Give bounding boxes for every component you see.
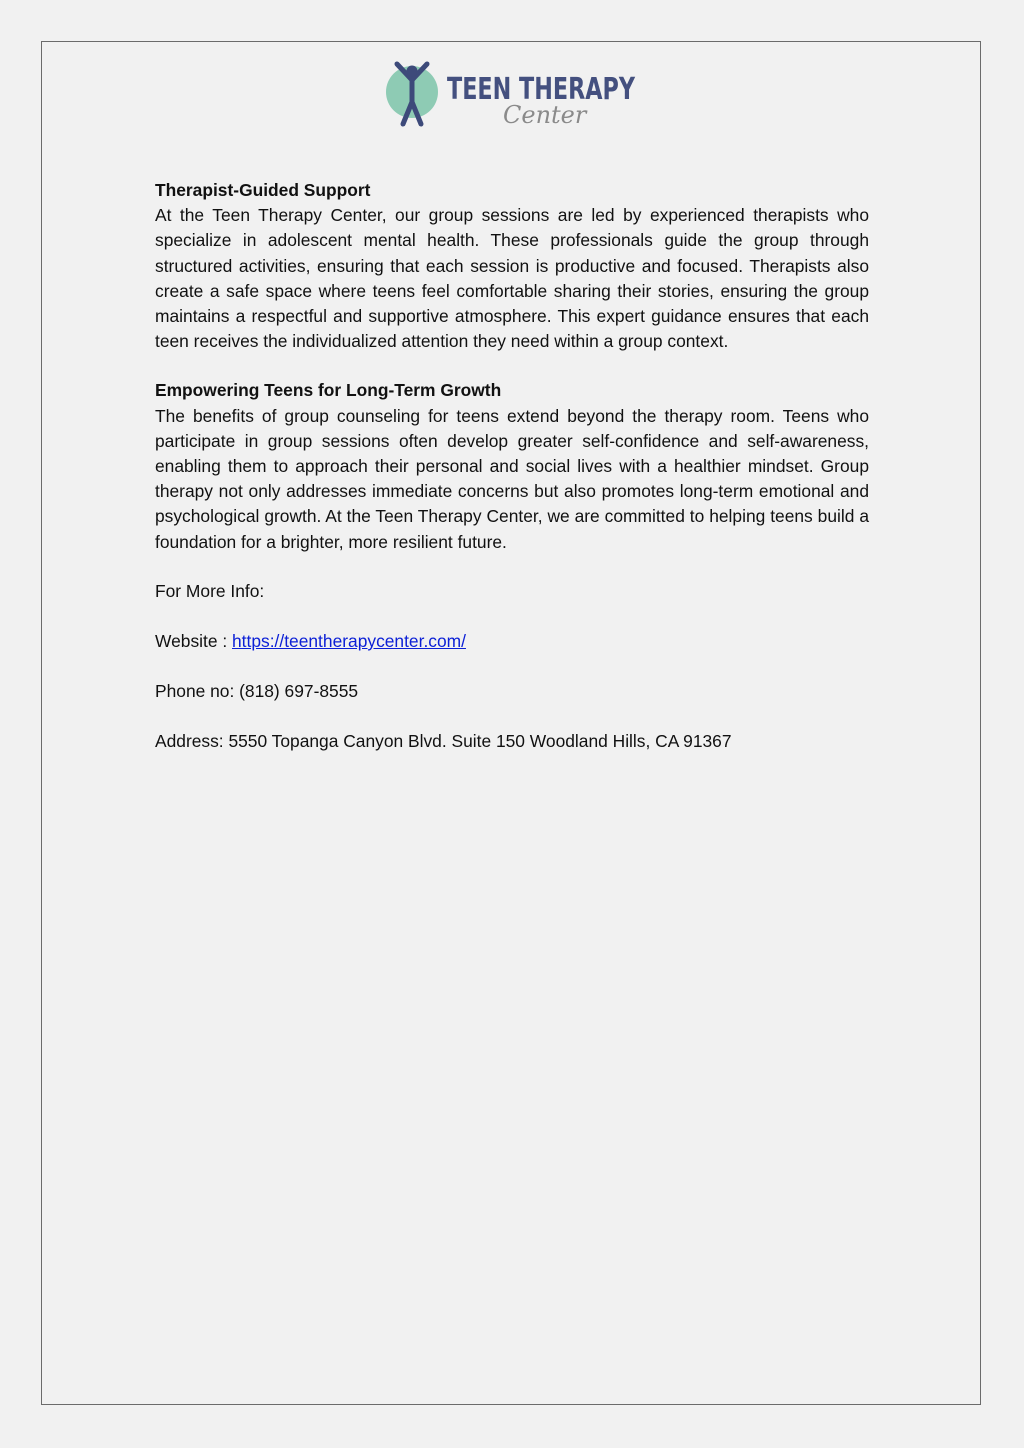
section-heading: Empowering Teens for Long-Term Growth bbox=[155, 380, 502, 401]
address-line: Address: 5550 Topanga Canyon Blvd. Suite 150 Woodland Hills, CA 91367 bbox=[155, 731, 732, 752]
logo-text-script: Center bbox=[503, 101, 587, 129]
section-empowering-teens bbox=[155, 378, 869, 554]
website-label: Website : bbox=[155, 631, 233, 652]
website-link[interactable]: https://teentherapycenter.com/ bbox=[232, 631, 466, 652]
section-paragraph: The benefits of group counseling for teens extend beyond the therapy room. Teens who participate in group sessions often develop greater self-confidence and self-awareness, enabling them to approach their personal and social lives with a healthier mindset. Group therapy not only addresses immediate concerns but also promotes long-term emotional and psychological growth. At the Teen Therapy Center, we are committed to helping teens build a foundation for a brighter, more resilient future. bbox=[155, 405, 869, 552]
teen-therapy-center-logo bbox=[385, 58, 645, 130]
more-info-label: For More Info: bbox=[155, 580, 265, 601]
logo-figure-head bbox=[407, 66, 418, 77]
section-therapist-guided-support bbox=[155, 178, 869, 354]
logo-text-main: TEEN THERAPY bbox=[447, 72, 636, 107]
website-line bbox=[155, 629, 869, 654]
document-body bbox=[155, 178, 869, 780]
logo-graphic bbox=[385, 58, 645, 130]
section-paragraph: At the Teen Therapy Center, our group sessions are led by experienced therapists who specialize in adolescent mental health. These professionals guide the group through structured activities, ensuring that each session is productive and focused. Therapists also create a safe space where teens feel comfortable sharing their stories, ensuring the group maintains a respectful and supportive atmosphere. This expert guidance ensures that each teen receives the individualized attention they need within a group context. bbox=[155, 205, 869, 352]
section-heading: Therapist-Guided Support bbox=[155, 180, 371, 200]
phone-line: Phone no: (818) 697-8555 bbox=[155, 681, 359, 702]
